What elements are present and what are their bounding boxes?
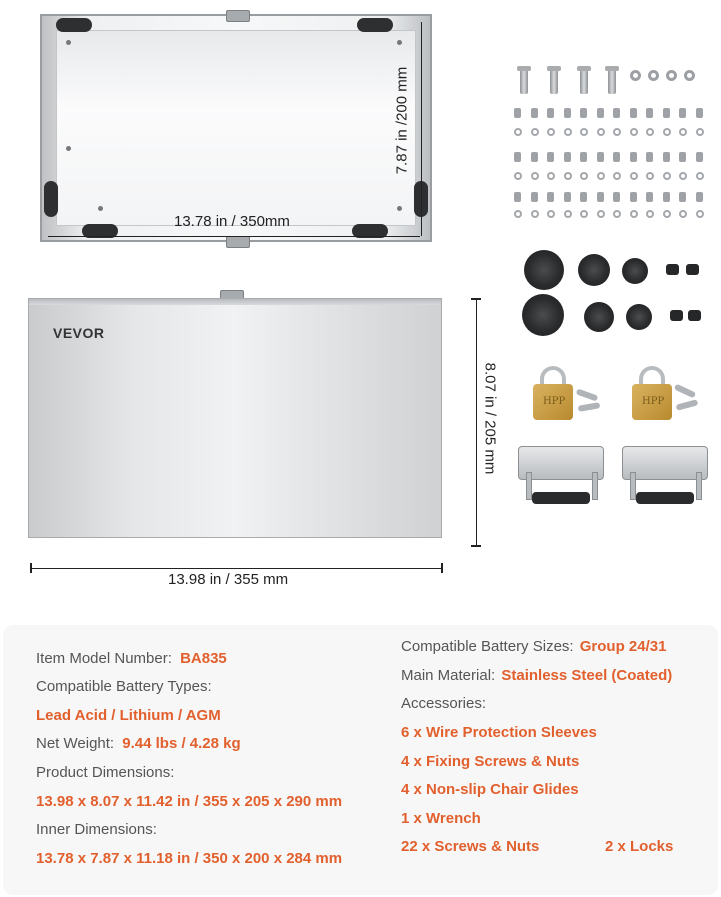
padlock-icon	[632, 384, 672, 420]
padlock-icon	[533, 384, 573, 420]
spec-product-dim-label: Product Dimensions:	[36, 764, 175, 781]
chair-glide-icon	[670, 310, 683, 321]
washer-icon	[531, 210, 539, 218]
small-screw-icon	[679, 192, 686, 202]
washer-icon	[679, 172, 687, 180]
small-screw-icon	[514, 192, 521, 202]
foot-pad	[44, 181, 58, 217]
outer-height-line	[476, 298, 477, 546]
chair-glide-icon	[666, 264, 679, 275]
key-icon	[576, 388, 599, 401]
washer-icon	[597, 172, 605, 180]
spec-model-value: BA835	[180, 650, 227, 667]
washer-icon	[580, 210, 588, 218]
washer-icon	[514, 172, 522, 180]
washer-icon	[646, 210, 654, 218]
small-screw-icon	[663, 108, 670, 118]
bolt-icon	[550, 70, 558, 94]
washer-icon	[531, 172, 539, 180]
small-screw-icon	[547, 108, 554, 118]
nut-icon	[630, 70, 641, 81]
top-latch	[226, 10, 250, 22]
inner-width-line	[48, 236, 420, 237]
bolt-icon	[580, 70, 588, 94]
small-screw-icon	[531, 192, 538, 202]
small-screw-icon	[547, 152, 554, 162]
accessory-item: 22 x Screws & Nuts	[401, 838, 540, 855]
inner-height-line	[421, 22, 422, 236]
small-screw-icon	[597, 192, 604, 202]
outer-width-tick	[441, 563, 443, 573]
small-screw-icon	[663, 152, 670, 162]
small-screw-icon	[646, 152, 653, 162]
carry-handle-icon	[636, 492, 694, 504]
washer-icon	[613, 128, 621, 136]
small-screw-icon	[696, 192, 703, 202]
handle-arm	[696, 472, 702, 500]
spec-battery-sizes-label: Compatible Battery Sizes:	[401, 638, 574, 655]
small-screw-icon	[613, 152, 620, 162]
lid-edge	[29, 299, 441, 305]
spec-model	[36, 650, 227, 667]
grommet-icon	[578, 254, 610, 286]
small-screw-icon	[580, 152, 587, 162]
inner-height-label: 7.87 in /200 mm	[393, 66, 411, 175]
open-box-interior	[56, 30, 416, 226]
washer-icon	[696, 128, 704, 136]
inner-width-label: 13.78 in / 350mm	[174, 213, 290, 230]
screw-dot	[66, 40, 71, 45]
spec-material	[401, 667, 672, 684]
locks-image	[520, 360, 720, 432]
small-screw-icon	[564, 108, 571, 118]
spec-inner-dim-label: Inner Dimensions:	[36, 821, 157, 838]
washer-icon	[547, 128, 555, 136]
washer-icon	[564, 210, 572, 218]
washer-icon	[663, 172, 671, 180]
key-icon	[674, 384, 696, 399]
washer-icon	[564, 172, 572, 180]
accessory-item: 6 x Wire Protection Sleeves	[401, 724, 597, 741]
specs-panel	[3, 625, 718, 895]
washer-icon	[580, 128, 588, 136]
outer-width-label: 13.98 in / 355 mm	[168, 571, 289, 588]
washer-icon	[630, 172, 638, 180]
foot-pad	[56, 18, 92, 32]
small-screw-icon	[597, 108, 604, 118]
spec-battery-sizes-value: Group 24/31	[579, 638, 667, 655]
outer-height-label: 8.07 in / 205 mm	[481, 362, 499, 475]
washer-icon	[663, 128, 671, 136]
screw-dot	[397, 206, 402, 211]
washer-icon	[630, 128, 638, 136]
washer-icon	[613, 210, 621, 218]
bolt-icon	[520, 70, 528, 94]
small-screw-icon	[663, 192, 670, 202]
small-screw-icon	[646, 192, 653, 202]
washer-icon	[547, 172, 555, 180]
small-screw-icon	[630, 108, 637, 118]
small-screw-icon	[564, 192, 571, 202]
small-screw-icon	[597, 152, 604, 162]
screw-dot	[66, 146, 71, 151]
handle-arm	[592, 472, 598, 500]
grommet-icon	[524, 250, 564, 290]
nut-icon	[666, 70, 677, 81]
chair-glide-icon	[686, 264, 699, 275]
outer-height-tick	[471, 298, 481, 300]
small-screw-icon	[630, 192, 637, 202]
small-screw-icon	[531, 108, 538, 118]
key-icon	[578, 402, 601, 412]
small-screw-icon	[514, 108, 521, 118]
washer-icon	[564, 128, 572, 136]
spec-accessories-label: Accessories:	[401, 695, 487, 712]
spec-net-weight	[36, 735, 241, 752]
open-box-image	[40, 14, 432, 242]
outer-width-line	[30, 568, 442, 569]
chair-glide-icon	[688, 310, 701, 321]
spec-net-weight-value: 9.44 lbs / 4.28 kg	[122, 735, 241, 752]
small-screw-icon	[679, 152, 686, 162]
grommets-glides-image	[520, 250, 720, 340]
spec-battery-types-value: Lead Acid / Lithium / AGM	[36, 707, 221, 724]
bolt-icon	[608, 70, 616, 94]
small-screw-icon	[613, 108, 620, 118]
washer-icon	[597, 128, 605, 136]
small-screw-icon	[580, 192, 587, 202]
grommet-icon	[622, 258, 648, 284]
washer-icon	[514, 128, 522, 136]
small-screw-icon	[696, 108, 703, 118]
washer-icon	[630, 210, 638, 218]
spec-battery-sizes	[401, 638, 666, 655]
accessory-item: 2 x Locks	[605, 838, 674, 855]
small-screw-icon	[679, 108, 686, 118]
grommet-icon	[626, 304, 652, 330]
washer-icon	[531, 128, 539, 136]
bottom-latch	[226, 236, 250, 248]
key-icon	[676, 399, 699, 410]
washer-icon	[646, 172, 654, 180]
washer-icon	[679, 210, 687, 218]
small-screw-icon	[630, 152, 637, 162]
carry-handle-icon	[532, 492, 590, 504]
spec-battery-types-label: Compatible Battery Types:	[36, 678, 212, 695]
screw-dot	[397, 40, 402, 45]
washer-icon	[646, 128, 654, 136]
accessory-item: 1 x Wrench	[401, 810, 481, 827]
accessory-item: 4 x Non-slip Chair Glides	[401, 781, 579, 798]
washer-icon	[696, 210, 704, 218]
nut-icon	[684, 70, 695, 81]
spec-material-label: Main Material:	[401, 667, 496, 684]
small-screw-icon	[514, 152, 521, 162]
grommet-icon	[584, 302, 614, 332]
small-screw-icon	[564, 152, 571, 162]
foot-pad	[357, 18, 393, 32]
washer-icon	[597, 210, 605, 218]
small-screw-icon	[531, 152, 538, 162]
grommet-icon	[522, 294, 564, 336]
outer-height-tick	[471, 545, 481, 547]
closed-box-image	[28, 298, 442, 538]
brand-logo: VEVOR	[53, 325, 105, 341]
small-screw-icon	[580, 108, 587, 118]
washer-icon	[663, 210, 671, 218]
nut-icon	[648, 70, 659, 81]
washer-icon	[696, 172, 704, 180]
washer-icon	[580, 172, 588, 180]
outer-width-tick	[30, 563, 32, 573]
lock-brand-text: HPP	[642, 396, 665, 407]
spec-product-dim-value: 13.98 x 8.07 x 11.42 in / 355 x 205 x 290 mm	[36, 793, 343, 810]
handles-image	[514, 444, 720, 514]
washer-icon	[547, 210, 555, 218]
lock-brand-text: HPP	[543, 396, 566, 407]
washer-icon	[613, 172, 621, 180]
hardware-set-image	[500, 56, 715, 226]
washer-icon	[679, 128, 687, 136]
small-screw-icon	[547, 192, 554, 202]
small-screw-icon	[613, 192, 620, 202]
small-screw-icon	[696, 152, 703, 162]
spec-inner-dim-value: 13.78 x 7.87 x 11.18 in / 350 x 200 x 284 mm	[36, 850, 343, 867]
washer-icon	[514, 210, 522, 218]
accessory-item: 4 x Fixing Screws & Nuts	[401, 753, 580, 770]
spec-net-weight-label: Net Weight:	[36, 735, 115, 752]
spec-model-label: Item Model Number:	[36, 650, 172, 667]
screw-dot	[98, 206, 103, 211]
spec-material-value: Stainless Steel (Coated)	[501, 667, 673, 684]
small-screw-icon	[646, 108, 653, 118]
